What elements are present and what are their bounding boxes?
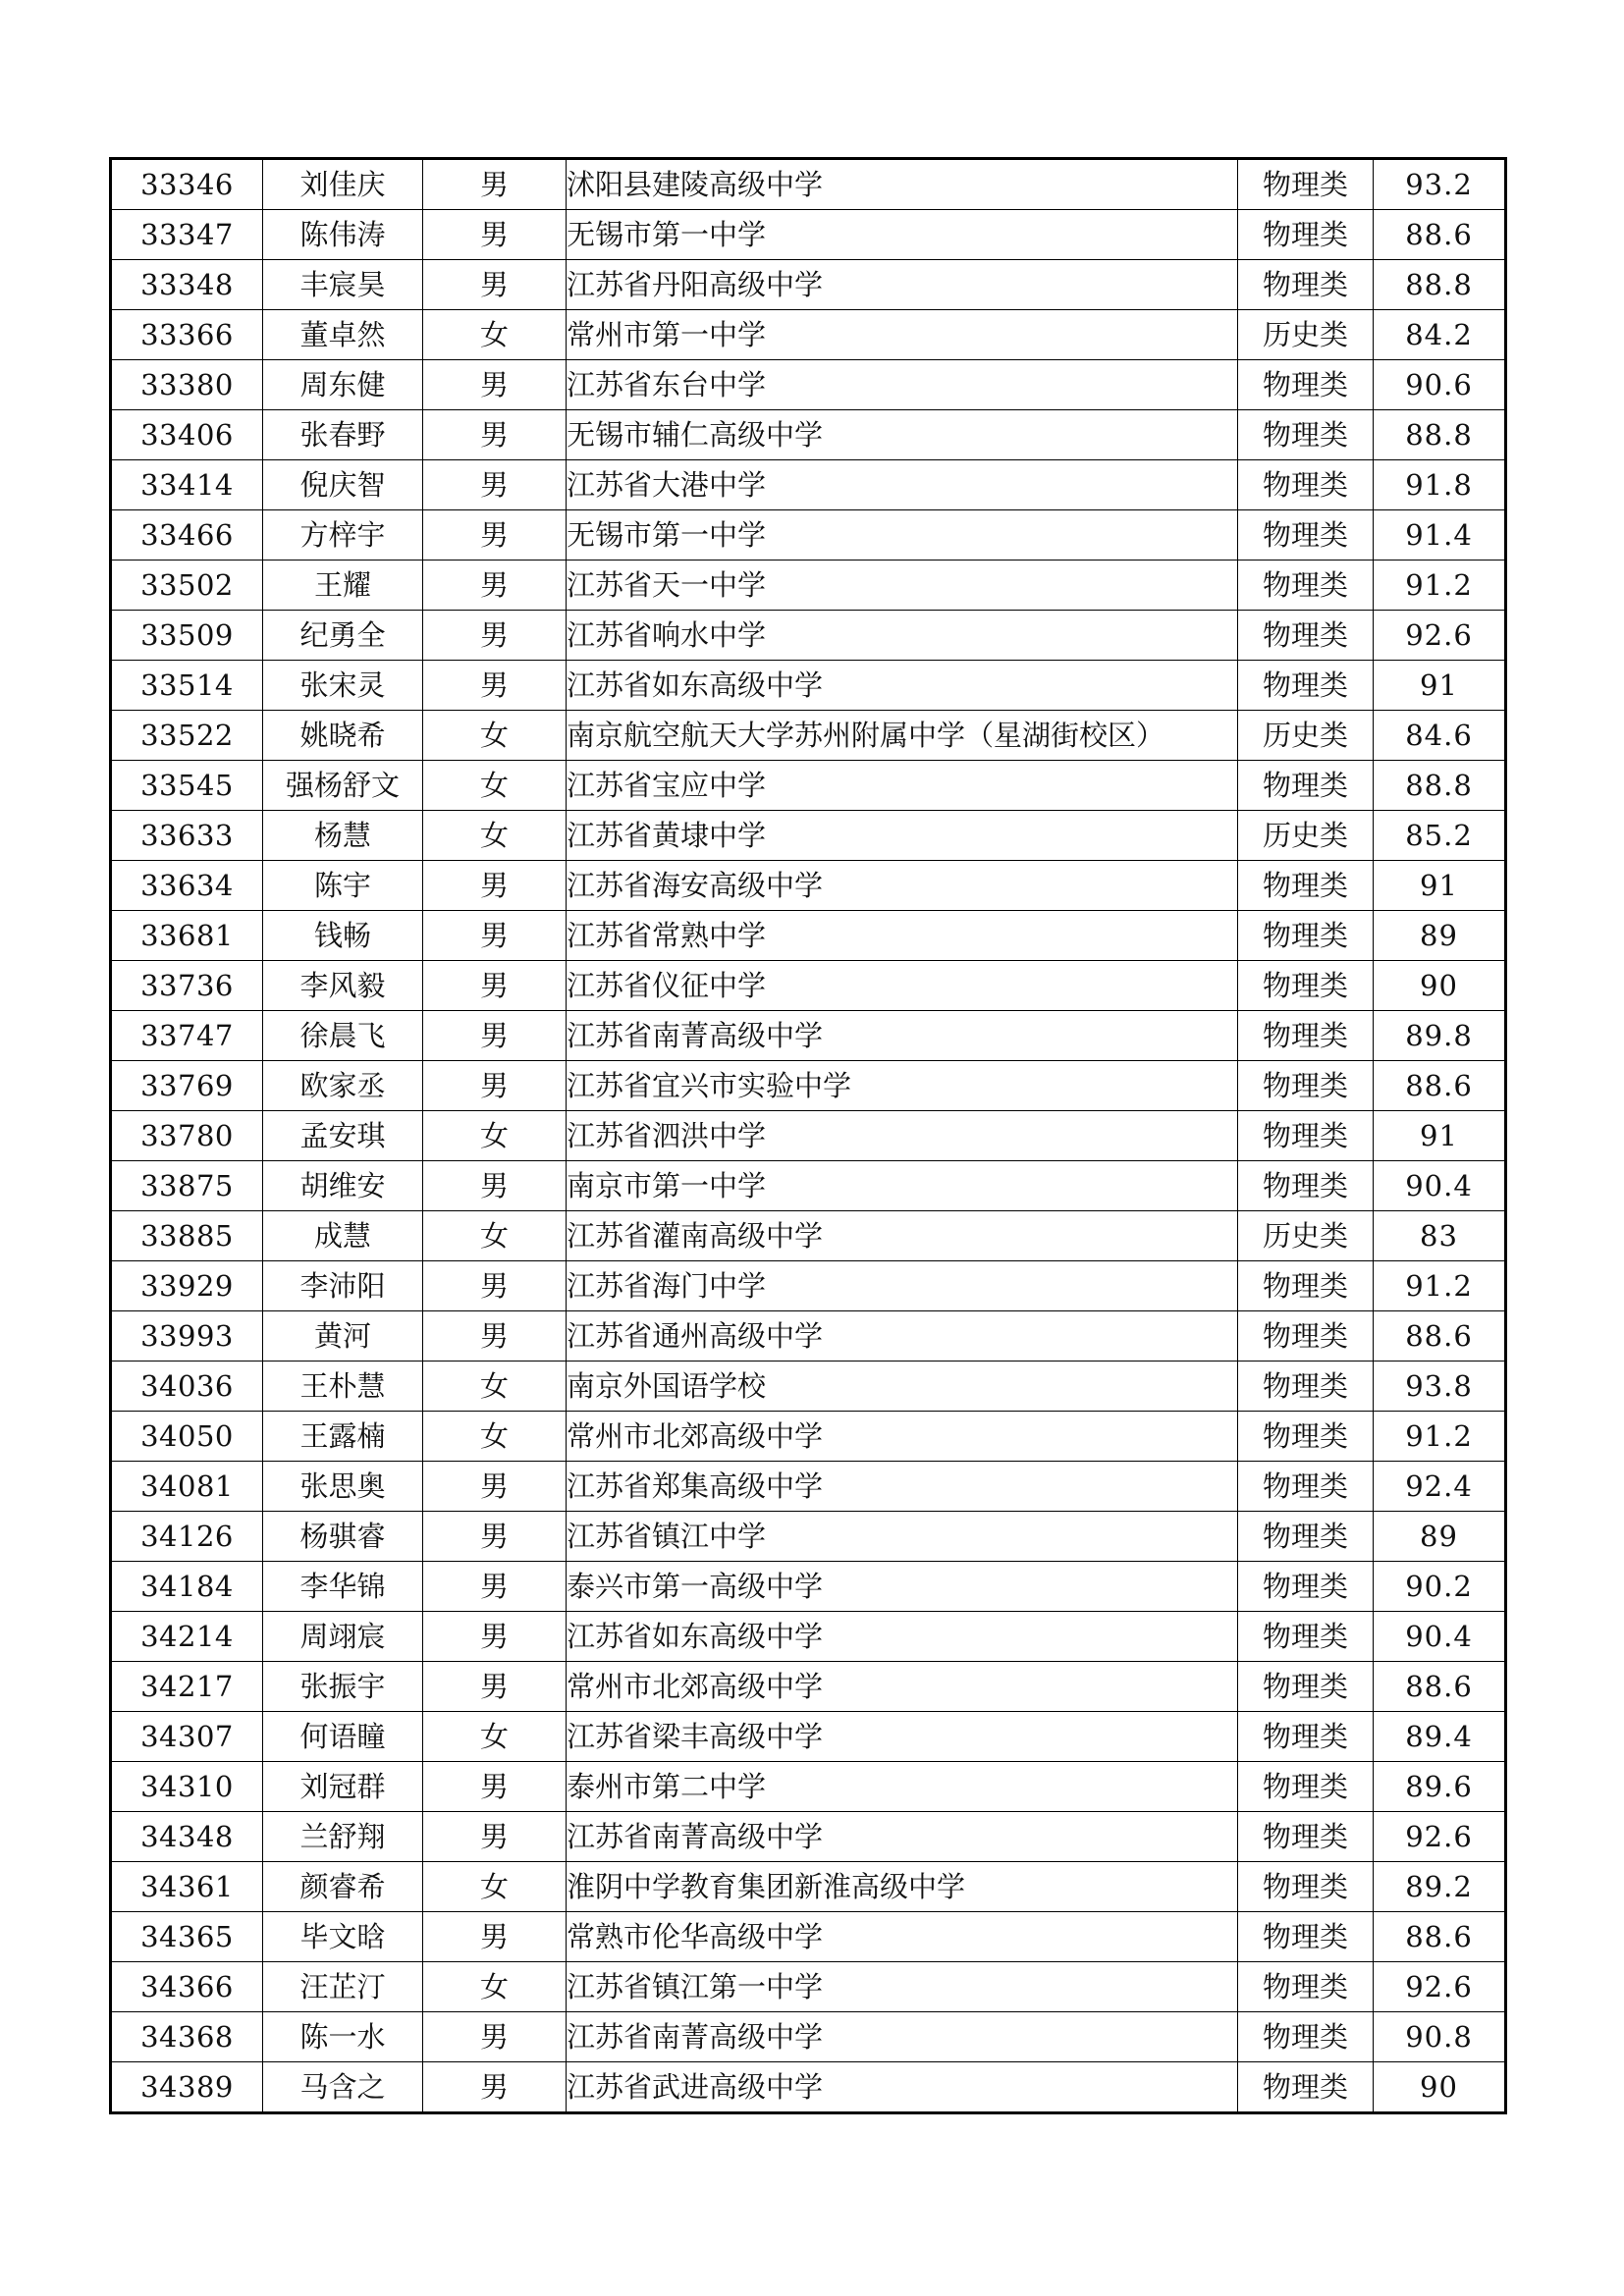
school-cell: 江苏省镇江中学 xyxy=(567,1512,1238,1562)
student-id-cell: 33380 xyxy=(111,360,263,410)
gender-cell: 男 xyxy=(423,1261,567,1311)
gender-cell: 男 xyxy=(423,1512,567,1562)
gender-cell: 男 xyxy=(423,1662,567,1712)
student-name-cell: 钱畅 xyxy=(263,911,423,961)
student-id-cell: 33502 xyxy=(111,561,263,611)
school-cell: 江苏省海门中学 xyxy=(567,1261,1238,1311)
score-cell: 88.6 xyxy=(1374,1061,1506,1111)
table-row xyxy=(111,460,1506,510)
track-cell: 物理类 xyxy=(1238,1161,1374,1211)
student-id-cell: 33348 xyxy=(111,260,263,310)
table-row xyxy=(111,1712,1506,1762)
track-cell: 物理类 xyxy=(1238,911,1374,961)
gender-cell: 男 xyxy=(423,2062,567,2113)
score-cell: 84.2 xyxy=(1374,310,1506,360)
student-id-cell: 33634 xyxy=(111,861,263,911)
track-cell: 物理类 xyxy=(1238,561,1374,611)
track-cell: 物理类 xyxy=(1238,1962,1374,2012)
student-name-cell: 徐晨飞 xyxy=(263,1011,423,1061)
school-cell: 江苏省仪征中学 xyxy=(567,961,1238,1011)
student-id-cell: 33366 xyxy=(111,310,263,360)
student-id-cell: 33466 xyxy=(111,510,263,561)
score-cell: 92.6 xyxy=(1374,611,1506,661)
track-cell: 物理类 xyxy=(1238,1562,1374,1612)
score-cell: 90.4 xyxy=(1374,1161,1506,1211)
table-row xyxy=(111,1311,1506,1362)
table-row xyxy=(111,961,1506,1011)
gender-cell: 女 xyxy=(423,811,567,861)
gender-cell: 女 xyxy=(423,1362,567,1412)
gender-cell: 男 xyxy=(423,961,567,1011)
score-cell: 90.4 xyxy=(1374,1612,1506,1662)
score-cell: 88.6 xyxy=(1374,1662,1506,1712)
track-cell: 物理类 xyxy=(1238,861,1374,911)
gender-cell: 男 xyxy=(423,1562,567,1612)
student-name-cell: 王朴慧 xyxy=(263,1362,423,1412)
track-cell: 物理类 xyxy=(1238,1762,1374,1812)
track-cell: 物理类 xyxy=(1238,1712,1374,1762)
table-row xyxy=(111,1362,1506,1412)
student-id-cell: 34214 xyxy=(111,1612,263,1662)
score-cell: 90.8 xyxy=(1374,2012,1506,2062)
table-row xyxy=(111,1462,1506,1512)
track-cell: 物理类 xyxy=(1238,1912,1374,1962)
track-cell: 物理类 xyxy=(1238,1612,1374,1662)
student-name-cell: 周东健 xyxy=(263,360,423,410)
table-row xyxy=(111,811,1506,861)
student-id-cell: 33633 xyxy=(111,811,263,861)
score-cell: 92.6 xyxy=(1374,1812,1506,1862)
table-row xyxy=(111,861,1506,911)
school-cell: 泰兴市第一高级中学 xyxy=(567,1562,1238,1612)
school-cell: 江苏省响水中学 xyxy=(567,611,1238,661)
school-cell: 常州市北郊高级中学 xyxy=(567,1662,1238,1712)
student-id-cell: 34389 xyxy=(111,2062,263,2113)
student-name-cell: 刘冠群 xyxy=(263,1762,423,1812)
track-cell: 物理类 xyxy=(1238,1261,1374,1311)
score-cell: 88.8 xyxy=(1374,761,1506,811)
student-name-cell: 王耀 xyxy=(263,561,423,611)
school-cell: 南京外国语学校 xyxy=(567,1362,1238,1412)
track-cell: 物理类 xyxy=(1238,761,1374,811)
student-name-cell: 李风毅 xyxy=(263,961,423,1011)
student-id-cell: 33736 xyxy=(111,961,263,1011)
school-cell: 江苏省常熟中学 xyxy=(567,911,1238,961)
table-row xyxy=(111,2012,1506,2062)
table-row xyxy=(111,661,1506,711)
track-cell: 物理类 xyxy=(1238,1812,1374,1862)
student-id-cell: 33522 xyxy=(111,711,263,761)
student-name-cell: 周翊宸 xyxy=(263,1612,423,1662)
track-cell: 物理类 xyxy=(1238,2012,1374,2062)
table-row xyxy=(111,1261,1506,1311)
gender-cell: 男 xyxy=(423,911,567,961)
school-cell: 江苏省南菁高级中学 xyxy=(567,1812,1238,1862)
table-row xyxy=(111,911,1506,961)
student-id-cell: 34050 xyxy=(111,1412,263,1462)
score-cell: 91.8 xyxy=(1374,460,1506,510)
student-id-cell: 34217 xyxy=(111,1662,263,1712)
gender-cell: 男 xyxy=(423,661,567,711)
gender-cell: 男 xyxy=(423,1061,567,1111)
gender-cell: 女 xyxy=(423,711,567,761)
gender-cell: 女 xyxy=(423,1962,567,2012)
table-row xyxy=(111,1912,1506,1962)
gender-cell: 男 xyxy=(423,1161,567,1211)
score-cell: 91.2 xyxy=(1374,561,1506,611)
score-cell: 91.2 xyxy=(1374,1412,1506,1462)
gender-cell: 女 xyxy=(423,1862,567,1912)
table-row xyxy=(111,1111,1506,1161)
track-cell: 物理类 xyxy=(1238,510,1374,561)
score-cell: 91 xyxy=(1374,1111,1506,1161)
track-cell: 历史类 xyxy=(1238,811,1374,861)
score-cell: 89.4 xyxy=(1374,1712,1506,1762)
score-cell: 91.2 xyxy=(1374,1261,1506,1311)
gender-cell: 男 xyxy=(423,1311,567,1362)
score-cell: 90 xyxy=(1374,961,1506,1011)
table-row xyxy=(111,1762,1506,1812)
student-name-cell: 王露楠 xyxy=(263,1412,423,1462)
school-cell: 南京市第一中学 xyxy=(567,1161,1238,1211)
student-id-cell: 33406 xyxy=(111,410,263,460)
track-cell: 物理类 xyxy=(1238,159,1374,210)
table-row xyxy=(111,1962,1506,2012)
school-cell: 无锡市第一中学 xyxy=(567,510,1238,561)
score-cell: 90.2 xyxy=(1374,1562,1506,1612)
student-id-cell: 33347 xyxy=(111,210,263,260)
student-id-cell: 33929 xyxy=(111,1261,263,1311)
score-cell: 89 xyxy=(1374,1512,1506,1562)
student-id-cell: 34307 xyxy=(111,1712,263,1762)
table-row xyxy=(111,1211,1506,1261)
school-cell: 江苏省海安高级中学 xyxy=(567,861,1238,911)
gender-cell: 男 xyxy=(423,1462,567,1512)
table-row xyxy=(111,410,1506,460)
table-row xyxy=(111,2062,1506,2113)
student-id-cell: 33780 xyxy=(111,1111,263,1161)
track-cell: 物理类 xyxy=(1238,611,1374,661)
school-cell: 江苏省通州高级中学 xyxy=(567,1311,1238,1362)
school-cell: 无锡市第一中学 xyxy=(567,210,1238,260)
track-cell: 物理类 xyxy=(1238,360,1374,410)
student-name-cell: 陈伟涛 xyxy=(263,210,423,260)
gender-cell: 男 xyxy=(423,210,567,260)
table-row xyxy=(111,1862,1506,1912)
student-name-cell: 马含之 xyxy=(263,2062,423,2113)
student-id-cell: 34361 xyxy=(111,1862,263,1912)
school-cell: 江苏省泗洪中学 xyxy=(567,1111,1238,1161)
table-row xyxy=(111,1612,1506,1662)
student-name-cell: 陈一水 xyxy=(263,2012,423,2062)
gender-cell: 女 xyxy=(423,1111,567,1161)
student-id-cell: 34310 xyxy=(111,1762,263,1812)
student-id-cell: 33509 xyxy=(111,611,263,661)
student-id-cell: 33875 xyxy=(111,1161,263,1211)
track-cell: 物理类 xyxy=(1238,260,1374,310)
student-id-cell: 34368 xyxy=(111,2012,263,2062)
gender-cell: 女 xyxy=(423,1412,567,1462)
gender-cell: 男 xyxy=(423,159,567,210)
score-cell: 88.8 xyxy=(1374,260,1506,310)
gender-cell: 男 xyxy=(423,1612,567,1662)
score-cell: 84.6 xyxy=(1374,711,1506,761)
student-id-cell: 34366 xyxy=(111,1962,263,2012)
gender-cell: 男 xyxy=(423,510,567,561)
student-name-cell: 欧家丞 xyxy=(263,1061,423,1111)
school-cell: 江苏省如东高级中学 xyxy=(567,661,1238,711)
score-cell: 92.4 xyxy=(1374,1462,1506,1512)
student-id-cell: 34036 xyxy=(111,1362,263,1412)
track-cell: 物理类 xyxy=(1238,1512,1374,1562)
school-cell: 江苏省灌南高级中学 xyxy=(567,1211,1238,1261)
track-cell: 历史类 xyxy=(1238,711,1374,761)
student-name-cell: 张振宇 xyxy=(263,1662,423,1712)
student-name-cell: 成慧 xyxy=(263,1211,423,1261)
table-row xyxy=(111,1412,1506,1462)
student-name-cell: 黄河 xyxy=(263,1311,423,1362)
student-name-cell: 胡维安 xyxy=(263,1161,423,1211)
track-cell: 物理类 xyxy=(1238,661,1374,711)
student-name-cell: 兰舒翔 xyxy=(263,1812,423,1862)
table-row xyxy=(111,1812,1506,1862)
track-cell: 物理类 xyxy=(1238,1061,1374,1111)
school-cell: 江苏省丹阳高级中学 xyxy=(567,260,1238,310)
student-name-cell: 董卓然 xyxy=(263,310,423,360)
table-row xyxy=(111,1562,1506,1612)
student-name-cell: 李华锦 xyxy=(263,1562,423,1612)
student-name-cell: 张宋灵 xyxy=(263,661,423,711)
table-row xyxy=(111,711,1506,761)
score-cell: 89.6 xyxy=(1374,1762,1506,1812)
student-roster-table xyxy=(109,157,1507,2114)
track-cell: 物理类 xyxy=(1238,1662,1374,1712)
gender-cell: 男 xyxy=(423,460,567,510)
track-cell: 物理类 xyxy=(1238,2062,1374,2113)
student-id-cell: 33885 xyxy=(111,1211,263,1261)
student-name-cell: 倪庆智 xyxy=(263,460,423,510)
student-name-cell: 纪勇全 xyxy=(263,611,423,661)
score-cell: 90.6 xyxy=(1374,360,1506,410)
table-row xyxy=(111,1061,1506,1111)
gender-cell: 男 xyxy=(423,611,567,661)
score-cell: 91 xyxy=(1374,661,1506,711)
school-cell: 江苏省黄埭中学 xyxy=(567,811,1238,861)
student-id-cell: 33993 xyxy=(111,1311,263,1362)
score-cell: 88.6 xyxy=(1374,1912,1506,1962)
school-cell: 泰州市第二中学 xyxy=(567,1762,1238,1812)
student-name-cell: 强杨舒文 xyxy=(263,761,423,811)
student-name-cell: 张春野 xyxy=(263,410,423,460)
school-cell: 南京航空航天大学苏州附属中学（星湖街校区） xyxy=(567,711,1238,761)
student-name-cell: 陈宇 xyxy=(263,861,423,911)
table-row xyxy=(111,561,1506,611)
school-cell: 沭阳县建陵高级中学 xyxy=(567,159,1238,210)
school-cell: 江苏省东台中学 xyxy=(567,360,1238,410)
gender-cell: 女 xyxy=(423,1211,567,1261)
student-name-cell: 汪芷汀 xyxy=(263,1962,423,2012)
school-cell: 江苏省南菁高级中学 xyxy=(567,1011,1238,1061)
student-id-cell: 33414 xyxy=(111,460,263,510)
student-name-cell: 丰宸昊 xyxy=(263,260,423,310)
school-cell: 江苏省宜兴市实验中学 xyxy=(567,1061,1238,1111)
track-cell: 物理类 xyxy=(1238,961,1374,1011)
gender-cell: 男 xyxy=(423,410,567,460)
score-cell: 93.8 xyxy=(1374,1362,1506,1412)
track-cell: 历史类 xyxy=(1238,310,1374,360)
track-cell: 物理类 xyxy=(1238,410,1374,460)
table-row xyxy=(111,1161,1506,1211)
table-row xyxy=(111,510,1506,561)
student-name-cell: 杨骐睿 xyxy=(263,1512,423,1562)
student-name-cell: 颜睿希 xyxy=(263,1862,423,1912)
student-id-cell: 34126 xyxy=(111,1512,263,1562)
student-id-cell: 34365 xyxy=(111,1912,263,1962)
score-cell: 88.6 xyxy=(1374,1311,1506,1362)
gender-cell: 男 xyxy=(423,360,567,410)
table-row xyxy=(111,611,1506,661)
gender-cell: 男 xyxy=(423,260,567,310)
track-cell: 物理类 xyxy=(1238,1862,1374,1912)
school-cell: 江苏省镇江第一中学 xyxy=(567,1962,1238,2012)
student-name-cell: 张思奥 xyxy=(263,1462,423,1512)
score-cell: 93.2 xyxy=(1374,159,1506,210)
table-row xyxy=(111,210,1506,260)
school-cell: 江苏省天一中学 xyxy=(567,561,1238,611)
gender-cell: 女 xyxy=(423,761,567,811)
gender-cell: 男 xyxy=(423,861,567,911)
table-row xyxy=(111,360,1506,410)
gender-cell: 女 xyxy=(423,1712,567,1762)
score-cell: 83 xyxy=(1374,1211,1506,1261)
score-cell: 90 xyxy=(1374,2062,1506,2113)
score-cell: 88.8 xyxy=(1374,410,1506,460)
school-cell: 常熟市伦华高级中学 xyxy=(567,1912,1238,1962)
track-cell: 物理类 xyxy=(1238,1362,1374,1412)
table-row xyxy=(111,159,1506,210)
student-name-cell: 方梓宇 xyxy=(263,510,423,561)
school-cell: 无锡市辅仁高级中学 xyxy=(567,410,1238,460)
table-row xyxy=(111,260,1506,310)
score-cell: 91.4 xyxy=(1374,510,1506,561)
student-id-cell: 33747 xyxy=(111,1011,263,1061)
school-cell: 江苏省大港中学 xyxy=(567,460,1238,510)
roster-body xyxy=(111,159,1506,2113)
track-cell: 物理类 xyxy=(1238,210,1374,260)
student-name-cell: 杨慧 xyxy=(263,811,423,861)
gender-cell: 男 xyxy=(423,1812,567,1862)
student-id-cell: 33545 xyxy=(111,761,263,811)
score-cell: 92.6 xyxy=(1374,1962,1506,2012)
school-cell: 江苏省武进高级中学 xyxy=(567,2062,1238,2113)
student-name-cell: 刘佳庆 xyxy=(263,159,423,210)
school-cell: 江苏省郑集高级中学 xyxy=(567,1462,1238,1512)
school-cell: 江苏省梁丰高级中学 xyxy=(567,1712,1238,1762)
score-cell: 85.2 xyxy=(1374,811,1506,861)
gender-cell: 男 xyxy=(423,1912,567,1962)
track-cell: 物理类 xyxy=(1238,1311,1374,1362)
school-cell: 常州市北郊高级中学 xyxy=(567,1412,1238,1462)
student-name-cell: 李沛阳 xyxy=(263,1261,423,1311)
gender-cell: 男 xyxy=(423,1762,567,1812)
table-row xyxy=(111,1662,1506,1712)
student-id-cell: 34184 xyxy=(111,1562,263,1612)
track-cell: 物理类 xyxy=(1238,1462,1374,1512)
score-cell: 89 xyxy=(1374,911,1506,961)
student-name-cell: 孟安琪 xyxy=(263,1111,423,1161)
school-cell: 江苏省南菁高级中学 xyxy=(567,2012,1238,2062)
table-row xyxy=(111,1512,1506,1562)
table-row xyxy=(111,1011,1506,1061)
track-cell: 物理类 xyxy=(1238,1011,1374,1061)
gender-cell: 男 xyxy=(423,1011,567,1061)
track-cell: 物理类 xyxy=(1238,1412,1374,1462)
track-cell: 历史类 xyxy=(1238,1211,1374,1261)
score-cell: 88.6 xyxy=(1374,210,1506,260)
student-id-cell: 33681 xyxy=(111,911,263,961)
school-cell: 江苏省如东高级中学 xyxy=(567,1612,1238,1662)
track-cell: 物理类 xyxy=(1238,1111,1374,1161)
table-row xyxy=(111,761,1506,811)
school-cell: 江苏省宝应中学 xyxy=(567,761,1238,811)
score-cell: 91 xyxy=(1374,861,1506,911)
school-cell: 淮阴中学教育集团新淮高级中学 xyxy=(567,1862,1238,1912)
student-id-cell: 34348 xyxy=(111,1812,263,1862)
student-name-cell: 何语瞳 xyxy=(263,1712,423,1762)
score-cell: 89.2 xyxy=(1374,1862,1506,1912)
track-cell: 物理类 xyxy=(1238,460,1374,510)
student-id-cell: 33346 xyxy=(111,159,263,210)
student-id-cell: 34081 xyxy=(111,1462,263,1512)
school-cell: 常州市第一中学 xyxy=(567,310,1238,360)
score-cell: 89.8 xyxy=(1374,1011,1506,1061)
student-id-cell: 33769 xyxy=(111,1061,263,1111)
student-name-cell: 毕文晗 xyxy=(263,1912,423,1962)
gender-cell: 女 xyxy=(423,310,567,360)
table-row xyxy=(111,310,1506,360)
gender-cell: 男 xyxy=(423,2012,567,2062)
student-name-cell: 姚晓希 xyxy=(263,711,423,761)
gender-cell: 男 xyxy=(423,561,567,611)
student-id-cell: 33514 xyxy=(111,661,263,711)
